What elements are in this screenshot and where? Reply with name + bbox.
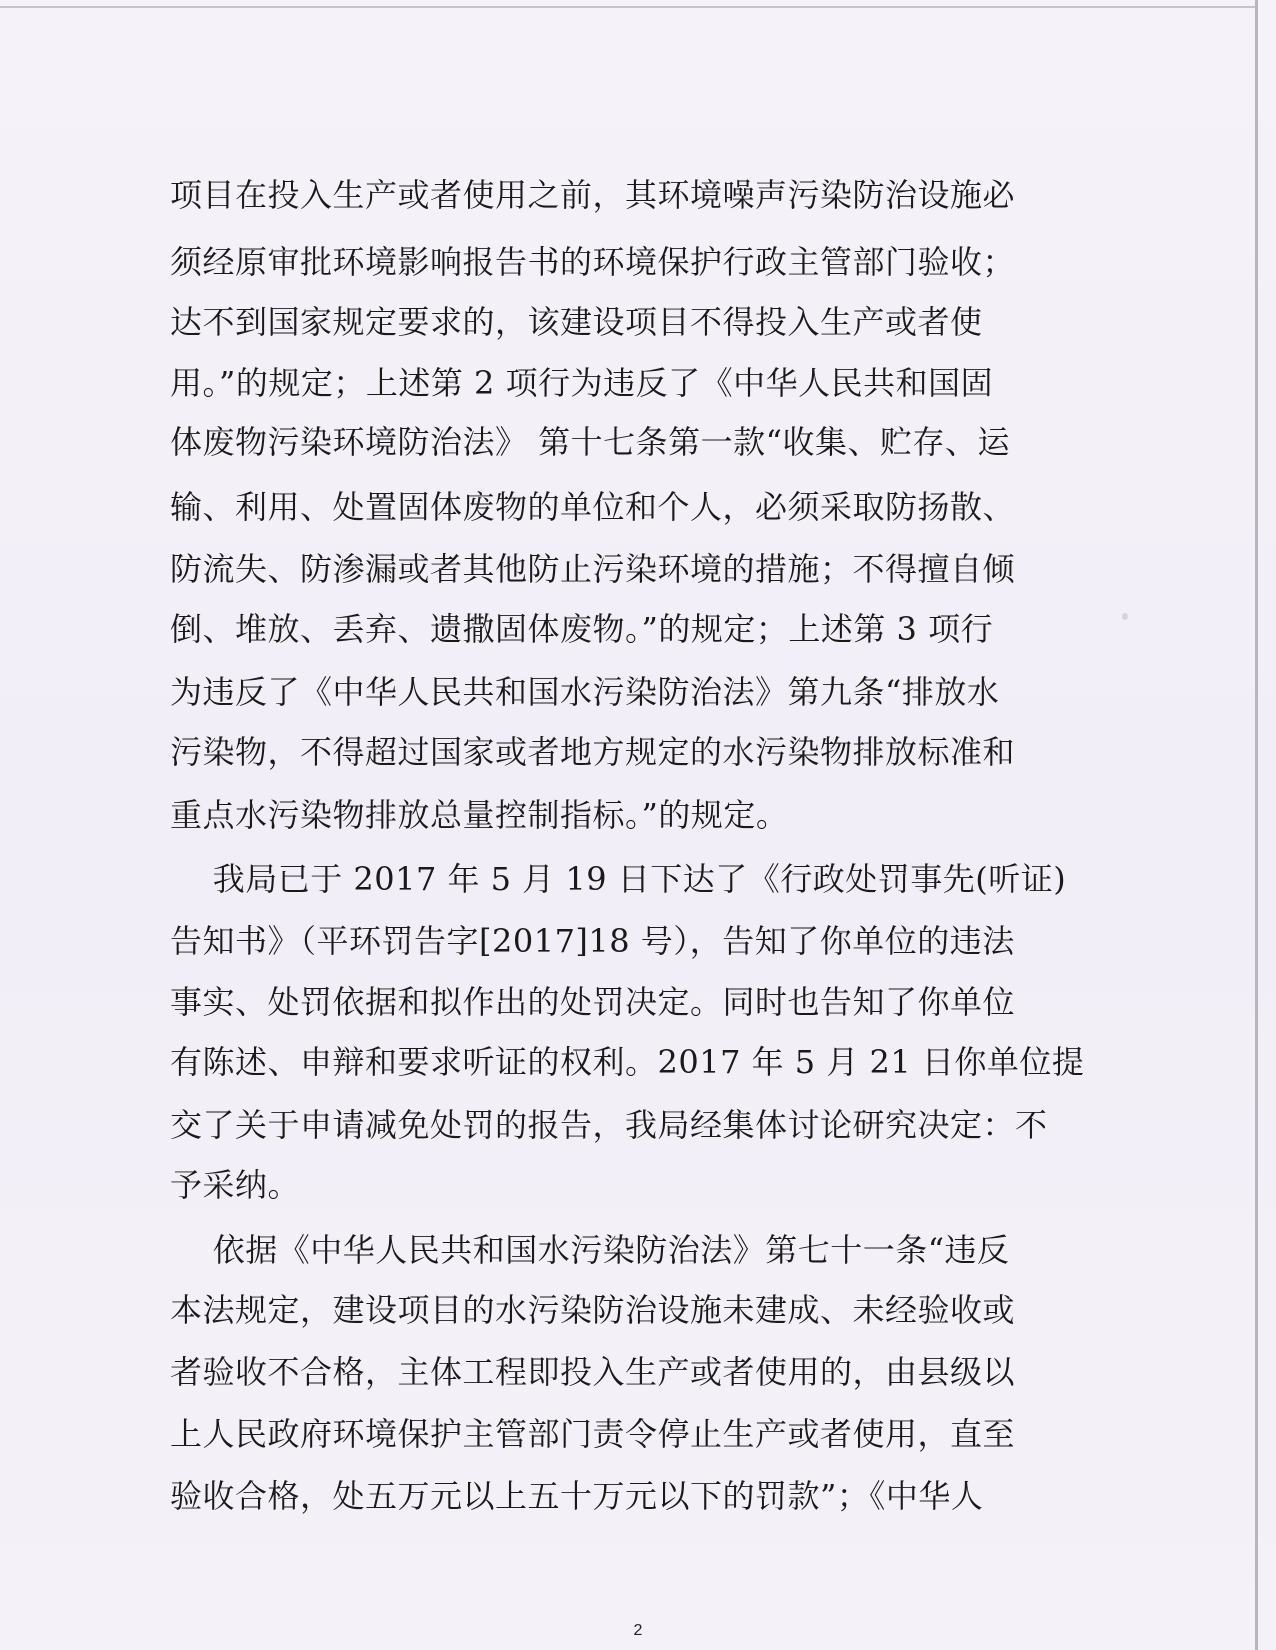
text-line: 者验收不合格，主体工程即投入生产或者使用的，由县级以 — [170, 1353, 1016, 1391]
text-line: 污染物，不得超过国家或者地方规定的水污染物排放标准和 — [170, 733, 1016, 771]
text-line: 告知书》（平环罚告字[2017]18 号），告知了你单位的违法 — [170, 922, 1015, 960]
text-line: 体废物污染环境防治法》 第十七条第一款“收集、贮存、运 — [170, 423, 1011, 461]
scan-smudge — [1122, 613, 1128, 620]
text-line: 予采纳。 — [170, 1166, 301, 1204]
text-line: 验收合格，处五万元以上五十万元以下的罚款”；《中华人 — [170, 1477, 984, 1515]
scan-edge-right — [1255, 0, 1258, 1650]
text-line: 我局已于 2017 年 5 月 19 日下达了《行政处罚事先(听证) — [170, 860, 1067, 898]
text-line: 有陈述、申辩和要求听证的权利。2017 年 5 月 21 日你单位提 — [170, 1043, 1085, 1081]
text-line: 输、利用、处置固体废物的单位和个人，必须采取防扬散、 — [170, 488, 1016, 526]
scan-edge-top — [0, 6, 1258, 8]
text-line: 交了关于申请减免处罚的报告，我局经集体讨论研究决定：不 — [170, 1106, 1048, 1144]
text-line: 防流失、防渗漏或者其他防止污染环境的措施；不得擅自倾 — [170, 550, 1016, 588]
text-line: 上人民政府环境保护主管部门责令停止生产或者使用，直至 — [170, 1415, 1016, 1453]
page-number: 2 — [633, 1622, 643, 1639]
text-line: 倒、堆放、丢弃、遗撒固体废物。”的规定；上述第 3 项行 — [170, 610, 994, 648]
text-line: 本法规定，建设项目的水污染防治设施未建成、未经验收或 — [170, 1291, 1016, 1329]
text-line: 项目在投入生产或者使用之前，其环境噪声污染防治设施必 — [170, 176, 1016, 214]
text-line: 事实、处罚依据和拟作出的处罚决定。同时也告知了你单位 — [170, 983, 1016, 1021]
text-line: 重点水污染物排放总量控制指标。”的规定。 — [170, 796, 789, 834]
text-line: 须经原审批环境影响报告书的环境保护行政主管部门验收； — [170, 243, 1016, 281]
text-line: 为违反了《中华人民共和国水污染防治法》第九条“排放水 — [170, 673, 1000, 711]
text-line: 达不到国家规定要求的，该建设项目不得投入生产或者使 — [170, 303, 983, 341]
text-line: 依据《中华人民共和国水污染防治法》第七十一条“违反 — [170, 1231, 1010, 1269]
text-line: 用。”的规定；上述第 2 项行为违反了《中华人民共和国固 — [170, 364, 994, 402]
